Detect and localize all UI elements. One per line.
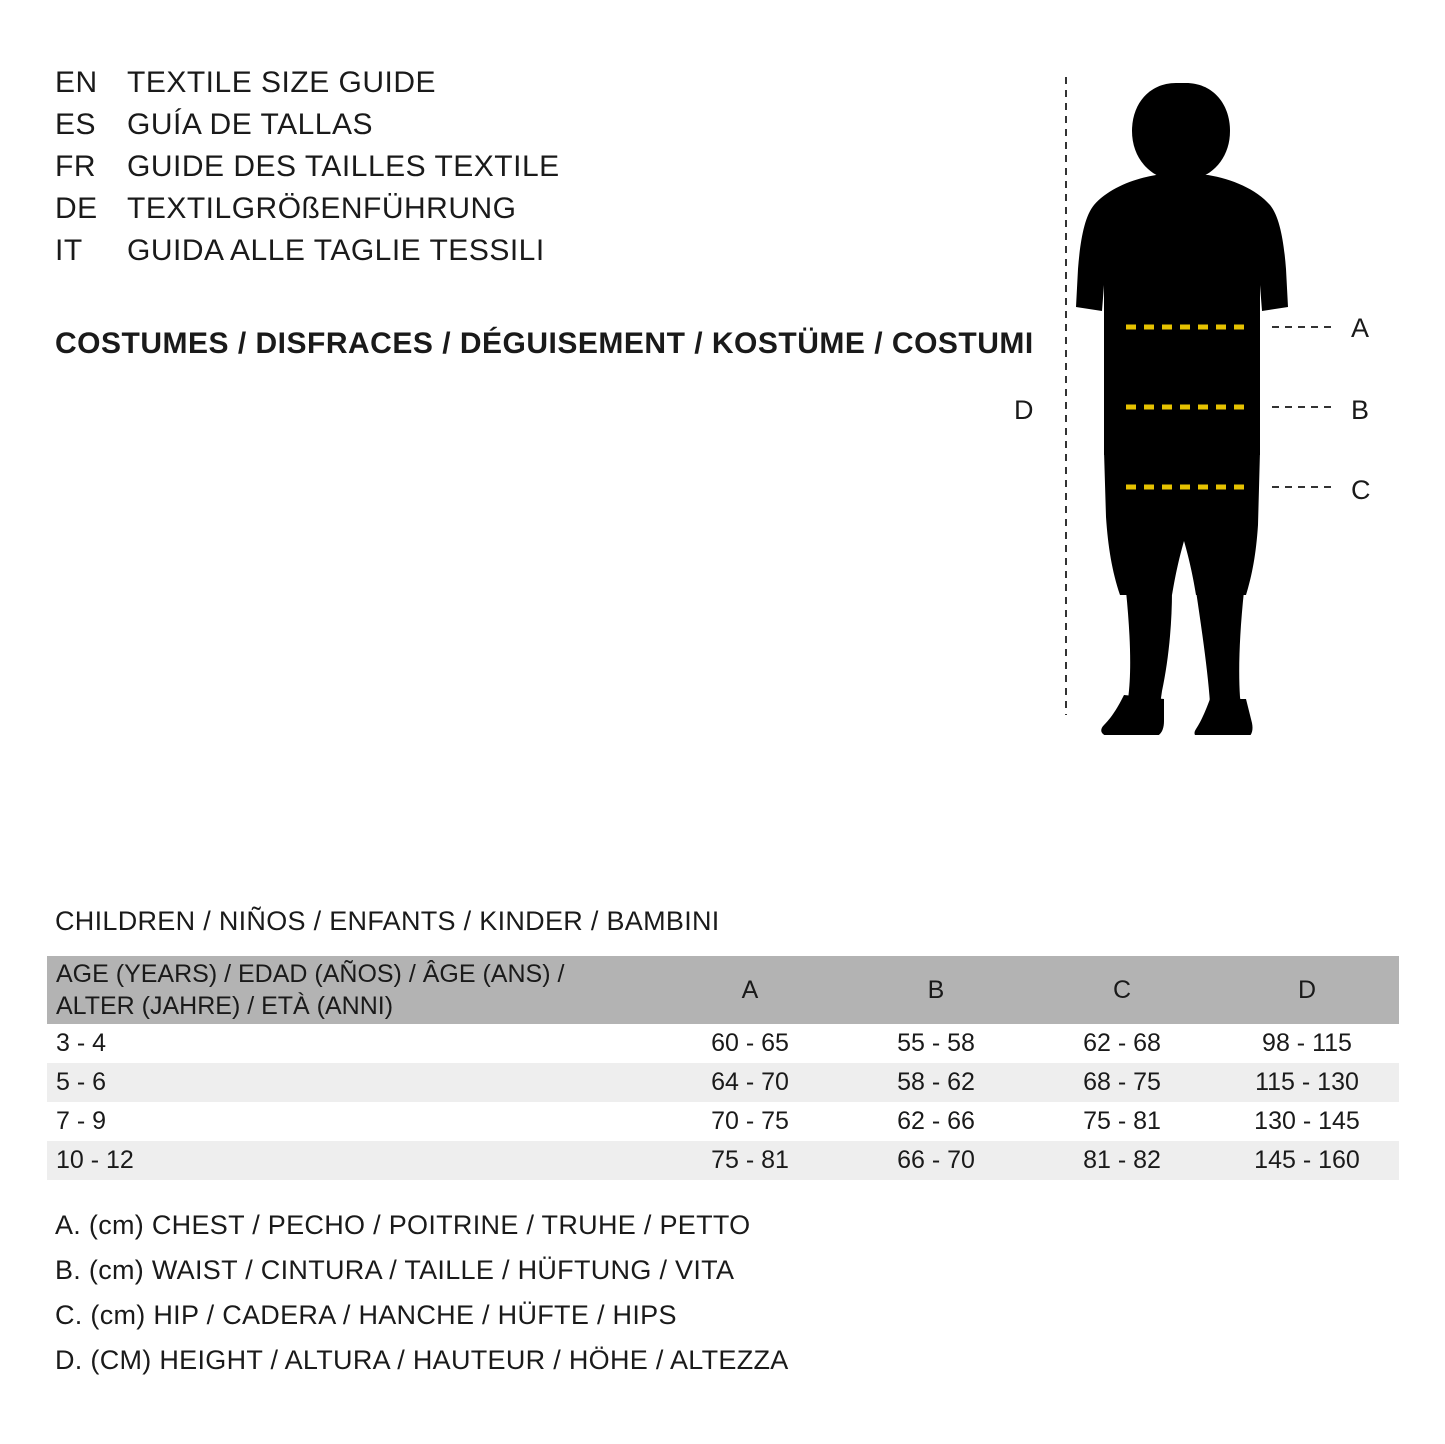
language-code-it: IT — [55, 234, 83, 267]
diagram-label-c: C — [1351, 475, 1371, 505]
cell-d: 145 - 160 — [1254, 1146, 1360, 1174]
language-row-en — [55, 66, 955, 108]
language-text-en: TEXTILE SIZE GUIDE — [127, 66, 437, 99]
cell-b: 58 - 62 — [897, 1068, 975, 1096]
language-row-fr — [55, 150, 955, 192]
cell-a: 75 - 81 — [711, 1146, 789, 1174]
cell-d: 98 - 115 — [1262, 1029, 1352, 1057]
cell-b: 62 - 66 — [897, 1107, 975, 1135]
column-header-c: C — [1112, 975, 1132, 1004]
cell-age: 3 - 4 — [56, 1029, 107, 1057]
size-table — [47, 956, 1399, 1180]
cell-age: 10 - 12 — [56, 1146, 134, 1174]
language-text-fr: GUIDE DES TAILLES TEXTILE — [127, 150, 560, 183]
column-header-d: D — [1297, 975, 1317, 1004]
cell-c: 75 - 81 — [1083, 1107, 1161, 1135]
column-header-b: B — [927, 975, 945, 1004]
language-code-es: ES — [55, 108, 97, 141]
table-row — [47, 1102, 1399, 1141]
language-row-it — [55, 234, 955, 276]
cell-age: 7 - 9 — [56, 1107, 107, 1135]
cell-d: 130 - 145 — [1254, 1107, 1360, 1135]
legend-item-c: C. (cm) HIP / CADERA / HANCHE / HÜFTE / HIPS — [55, 1300, 677, 1330]
cell-c: 68 - 75 — [1083, 1068, 1161, 1096]
legend-item-a: A. (cm) CHEST / PECHO / POITRINE / TRUHE / PETTO — [55, 1210, 751, 1240]
language-text-es: GUÍA DE TALLAS — [127, 108, 373, 141]
table-row — [47, 1141, 1399, 1180]
legend-item-b: B. (cm) WAIST / CINTURA / TAILLE / HÜFTUNG / VITA — [55, 1255, 735, 1285]
table-row — [47, 1024, 1399, 1063]
cell-c: 81 - 82 — [1083, 1146, 1161, 1174]
diagram-label-d: D — [1014, 395, 1034, 425]
language-row-de — [55, 192, 955, 234]
table-header-row — [47, 956, 1399, 1024]
cell-d: 115 - 130 — [1255, 1068, 1359, 1096]
diagram-label-b: B — [1351, 395, 1370, 425]
legend-item-d: D. (CM) HEIGHT / ALTURA / HAUTEUR / HÖHE / ALTEZZA — [55, 1345, 789, 1375]
table-title: CHILDREN / NIÑOS / ENFANTS / KINDER / BAMBINI — [55, 906, 720, 936]
cell-c: 62 - 68 — [1083, 1029, 1161, 1057]
child-silhouette-icon — [980, 55, 1400, 735]
column-header-age-line1: AGE (YEARS) / EDAD (AÑOS) / ÂGE (ANS) / — [56, 960, 565, 988]
language-code-fr: FR — [55, 150, 96, 183]
measurement-legend — [55, 1203, 1155, 1383]
column-header-age-line2: ALTER (JAHRE) / ETÀ (ANNI) — [56, 992, 394, 1020]
cell-b: 66 - 70 — [897, 1146, 975, 1174]
language-code-de: DE — [55, 192, 98, 225]
table-row — [47, 1063, 1399, 1102]
language-code-en: EN — [55, 66, 98, 99]
category-line: COSTUMES / DISFRACES / DÉGUISEMENT / KOSTÜME / COSTUMI — [55, 327, 1034, 360]
column-header-a: A — [741, 975, 759, 1004]
cell-a: 70 - 75 — [711, 1107, 789, 1135]
cell-age: 5 - 6 — [56, 1068, 107, 1096]
language-text-de: TEXTILGRÖßENFÜHRUNG — [127, 192, 517, 225]
measurement-diagram — [980, 55, 1400, 735]
cell-b: 55 - 58 — [897, 1029, 975, 1057]
column-header-age — [47, 956, 657, 1024]
language-row-es — [55, 108, 955, 150]
cell-a: 60 - 65 — [711, 1029, 789, 1057]
language-text-it: GUIDA ALLE TAGLIE TESSILI — [127, 234, 545, 267]
cell-a: 64 - 70 — [711, 1068, 789, 1096]
language-list — [55, 66, 955, 276]
diagram-label-a: A — [1351, 313, 1370, 343]
